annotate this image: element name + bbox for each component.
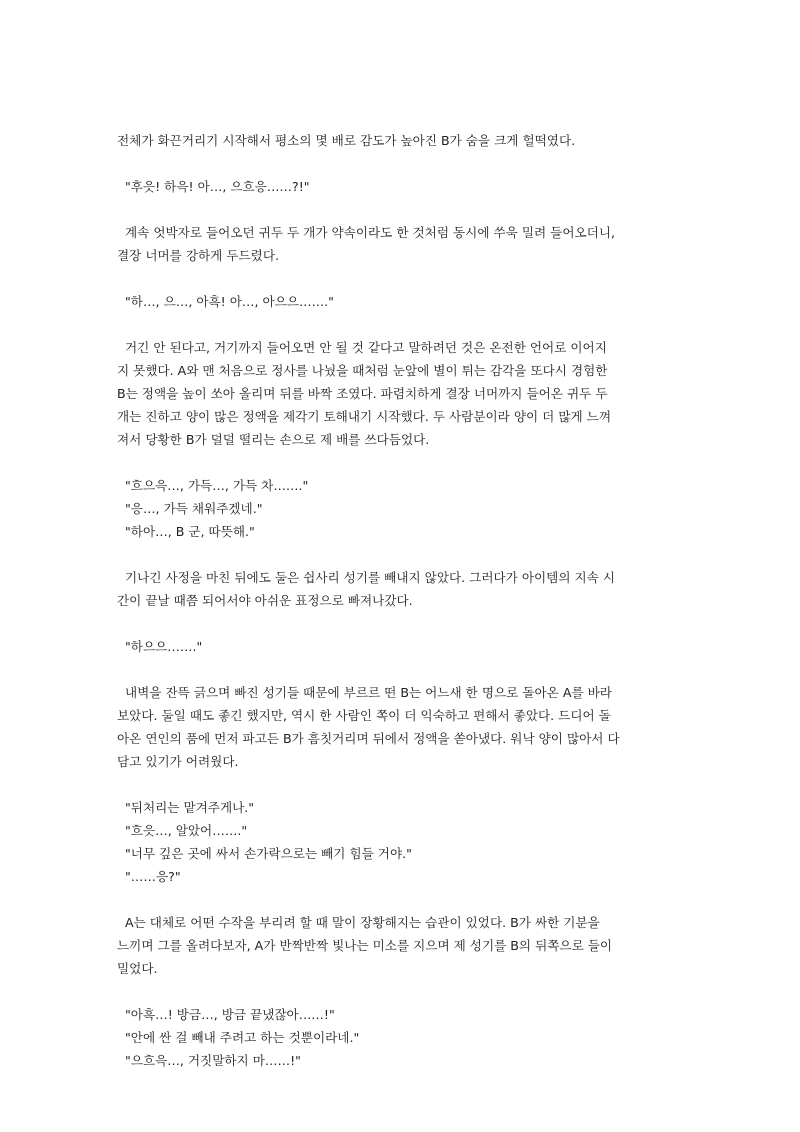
dialogue-group — [117, 1003, 687, 1072]
paragraph-gap — [117, 451, 687, 474]
paragraph-line: 느끼며 그를 올려다보자, A가 반짝반짝 빛나는 미소를 지으며 제 성기를 B의 뒤쪽으로 들이 — [117, 938, 613, 953]
paragraph-line: 전체가 화끈거리기 시작해서 평소의 몇 배로 감도가 높아진 B가 숨을 크게 헐떡였다. — [117, 133, 576, 148]
dialogue-line: "안에 싼 걸 빼내 주려고 하는 것뿐이라네." — [117, 1030, 360, 1045]
dialogue-line: "흐읏…, 알았어……." — [117, 823, 248, 838]
dialogue-line: "으흐윽…, 거짓말하지 마……!" — [117, 1053, 301, 1068]
paragraph — [117, 566, 687, 612]
dialogue-line: "후읏! 하윽! 아…, 으흐응……?!" — [117, 179, 310, 194]
paragraph — [117, 911, 687, 980]
dialogue-group — [117, 290, 687, 313]
paragraph-gap — [117, 888, 687, 911]
dialogue-line: "흐으윽…, 가득…, 가득 차……." — [117, 478, 309, 493]
paragraph-line: 져서 당황한 B가 덜덜 떨리는 손으로 제 배를 쓰다듬었다. — [117, 432, 430, 447]
paragraph-line: 결장 너머를 강하게 두드렸다. — [117, 248, 279, 263]
dialogue-line: "하으으……." — [117, 639, 203, 654]
dialogue-line: "응…, 가득 채워주겠네." — [117, 501, 263, 516]
paragraph-line: 기나긴 사정을 마친 뒤에도 둘은 쉽사리 성기를 빼내지 않았다. 그러다가 아이템의 지속 시 — [117, 570, 616, 585]
paragraph-line: 개는 진하고 양이 많은 정액을 제각기 토해내기 시작했다. 두 사람분이라 양이 더 많게 느껴 — [117, 409, 612, 424]
paragraph-line: 담고 있기가 어려웠다. — [117, 754, 239, 769]
dialogue-group — [117, 635, 687, 658]
dialogue-line: "뒤처리는 맡겨주게나." — [117, 800, 255, 815]
paragraph-line: 거긴 안 된다고, 거기까지 들어오면 안 될 것 같다고 말하려던 것은 온전한 언어로 이어지 — [117, 340, 607, 355]
dialogue-group — [117, 474, 687, 543]
paragraph — [117, 129, 687, 152]
paragraph-line: 계속 엇박자로 들어오던 귀두 두 개가 약속이라도 한 것처럼 동시에 쑤욱 밀려 들어오더니, — [117, 225, 616, 240]
paragraph-gap — [117, 152, 687, 175]
dialogue-line: "……응?" — [117, 869, 181, 884]
dialogue-line: "하아…, B 군, 따뜻해." — [117, 524, 255, 539]
paragraph — [117, 221, 687, 267]
paragraph — [117, 336, 687, 451]
paragraph-line: 밀었다. — [117, 961, 158, 976]
dialogue-line: "하…, 으…, 아흑! 아…, 아으으……." — [117, 294, 334, 309]
paragraph-gap — [117, 267, 687, 290]
document-body — [117, 129, 687, 1072]
dialogue-line: "아흑…! 방금…, 방금 끝냈잖아……!" — [117, 1007, 335, 1022]
paragraph-line: 내벽을 잔뜩 긁으며 빠진 성기들 때문에 부르르 떤 B는 어느새 한 명으로 돌아온 A를 바라 — [117, 685, 612, 700]
paragraph-line: 보았다. 둘일 때도 좋긴 했지만, 역시 한 사람인 쪽이 더 익숙하고 편해서 좋았다. 드디어 돌 — [117, 708, 611, 723]
dialogue-line: "너무 깊은 곳에 싸서 손가락으로는 빼기 힘들 거야." — [117, 846, 412, 861]
dialogue-group — [117, 796, 687, 888]
paragraph-gap — [117, 543, 687, 566]
paragraph-gap — [117, 773, 687, 796]
paragraph-line: B는 정액을 높이 쏘아 올리며 뒤를 바짝 조였다. 파렴치하게 결장 너머까지 들어온 귀두 두 — [117, 386, 608, 401]
paragraph-line: 아온 연인의 품에 먼저 파고든 B가 흠칫거리며 뒤에서 정액을 쏟아냈다. 워낙 양이 많아서 다 — [117, 731, 620, 746]
dialogue-group — [117, 175, 687, 198]
paragraph-line: A는 대체로 어떤 수작을 부리려 할 때 말이 장황해지는 습관이 있었다. B가 싸한 기분을 — [117, 915, 600, 930]
paragraph-gap — [117, 198, 687, 221]
paragraph-line: 지 못했다. A와 맨 처음으로 정사를 나눴을 때처럼 눈앞에 별이 튀는 감각을 또다시 경험한 — [117, 363, 608, 378]
paragraph-gap — [117, 658, 687, 681]
paragraph-gap — [117, 612, 687, 635]
paragraph-line: 간이 끝날 때쯤 되어서야 아쉬운 표정으로 빠져나갔다. — [117, 593, 413, 608]
paragraph — [117, 681, 687, 773]
paragraph-gap — [117, 980, 687, 1003]
paragraph-gap — [117, 313, 687, 336]
